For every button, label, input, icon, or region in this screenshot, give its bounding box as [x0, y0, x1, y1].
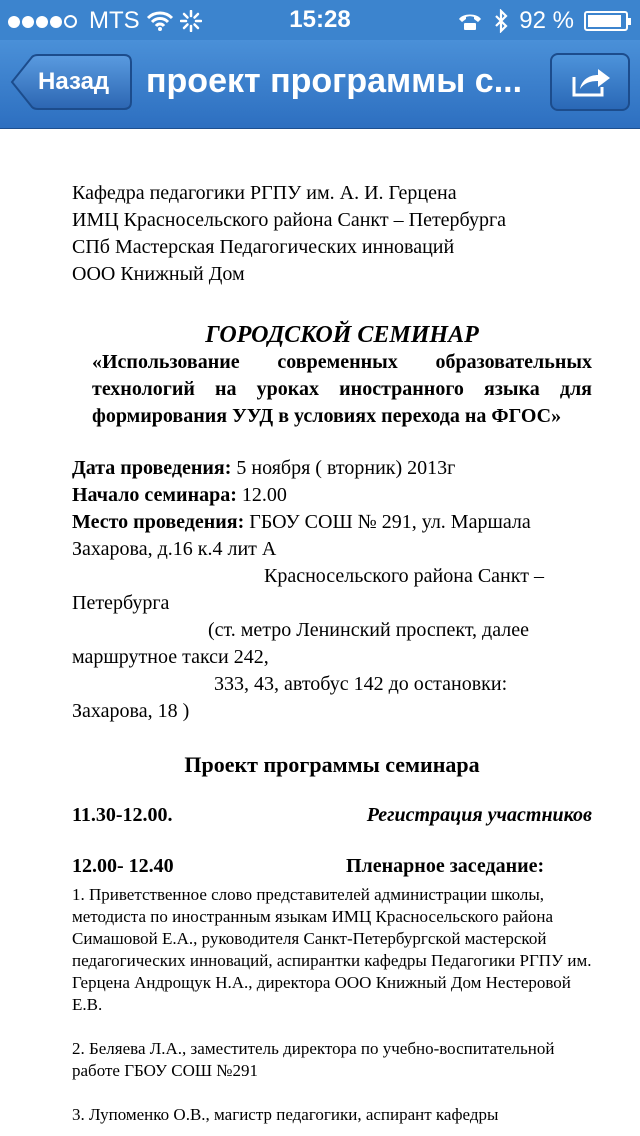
status-bar: [0, 0, 640, 40]
place-line-2: Красносельского района Санкт – Петербурга: [72, 565, 544, 614]
carrier-name: MTS: [89, 7, 140, 34]
org-line: Кафедра педагогики РГПУ им. А. И. Герцена: [72, 182, 457, 204]
bluetooth-icon: [493, 9, 509, 33]
row-time: 11.30-12.00.: [72, 804, 173, 826]
share-icon: [570, 65, 612, 99]
row-label: Пленарное заседание:: [346, 855, 545, 877]
place-line: [72, 509, 592, 563]
back-button[interactable]: [10, 54, 132, 110]
row-time: 12.00- 12.40: [72, 855, 174, 877]
program-row: [72, 853, 592, 880]
date-value: 5 ноября ( вторник) 2013г: [231, 457, 456, 479]
date-label: Дата проведения:: [72, 457, 232, 479]
program-heading: Проект программы семинара: [184, 752, 480, 777]
start-line: [72, 482, 592, 509]
start-value: 12.00: [236, 484, 287, 506]
status-right: [457, 7, 628, 35]
date-line: [72, 455, 592, 482]
place-label: Место проведения:: [72, 511, 245, 533]
org-line: ИМЦ Красносельского района Санкт – Петербурга: [72, 209, 507, 231]
program-item: 1. Приветственное слово представителей администрации школы, методиста по иностранным языкам ИМЦ Красносельского района Симашовой Е.А., руководителя Санкт-Петербургской мастерской педагогических инноваций, аспирантки кафедры Педагогики РГПУ им. Герцена Андрощук Н.А., директора ООО Книжный Дом Нестеровой Е.В.: [72, 885, 592, 1014]
place-line-3: (ст. метро Ленинский проспект, далее маршрутное такси 242,: [72, 619, 530, 668]
phone-icon: [457, 11, 483, 31]
page-title: проект программы с...: [146, 62, 523, 100]
start-label: Начало семинара:: [72, 484, 237, 506]
org-line: ООО Книжный Дом: [72, 263, 245, 285]
navigation-bar: [0, 40, 640, 129]
row-label: Регистрация участников: [366, 804, 592, 826]
place-line-4: 333, 43, автобус 142 до остановки: Захарова, 18 ): [72, 673, 508, 722]
back-button-label: Назад: [38, 68, 110, 95]
document-body: [72, 180, 592, 1126]
seminar-heading: ГОРОДСКОЙ СЕМИНАР: [205, 322, 479, 348]
program-item: 2. Беляева Л.А., заместитель директора по учебно-воспитательной работе ГБОУ СОШ №291: [72, 1039, 555, 1080]
program-row: [72, 802, 592, 829]
place-value: ГБОУ СОШ № 291, ул. Маршала Захарова, д.16 к.4 лит А: [72, 511, 531, 560]
program-item: 3. Лупоменко О.В., магистр педагогики, аспирант кафедры: [72, 1105, 499, 1124]
battery-percent: 92 %: [519, 7, 574, 34]
share-button[interactable]: [550, 53, 630, 111]
org-line: СПб Мастерская Педагогических инноваций: [72, 236, 455, 258]
battery-icon: [584, 11, 628, 31]
status-time: 15:28: [289, 6, 351, 33]
seminar-title: «Использование современных образовательных технологий на уроках иностранного языка для формирования УУД в условиях перехода на ФГОС»: [92, 351, 592, 427]
